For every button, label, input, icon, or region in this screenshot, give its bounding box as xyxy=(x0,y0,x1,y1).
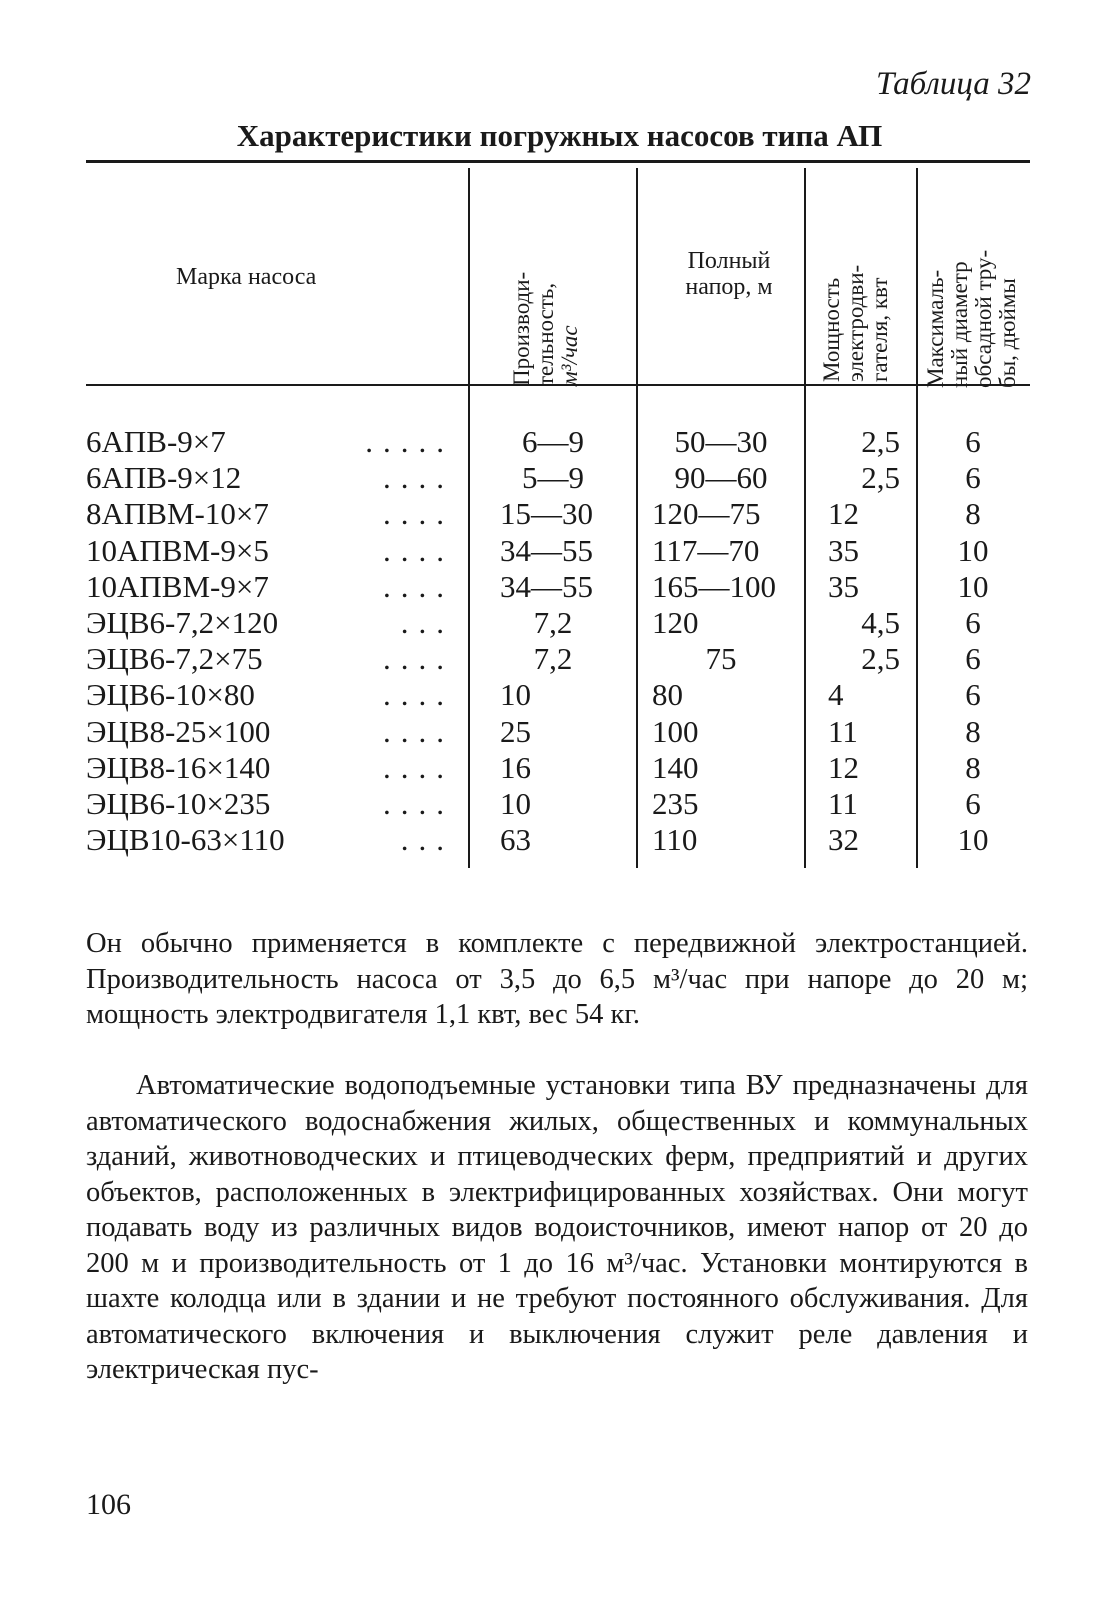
table-cell-diameter: 6 xyxy=(965,605,981,640)
table-cell-head: 140 xyxy=(652,749,699,785)
table-cell-power: 12 xyxy=(828,496,859,532)
table-cell-power: 4 xyxy=(828,677,844,713)
column-header-power: Мощность электродви- гателя, квт xyxy=(819,264,892,382)
leader-dots: ... xyxy=(400,822,454,858)
table-cell-diameter: 6 xyxy=(965,424,981,459)
table-cell-power: 2,5 xyxy=(861,460,900,496)
table-cell-diameter: 6 xyxy=(965,641,981,677)
table-cell-mark: 10АПВМ-9×5 xyxy=(86,532,269,568)
page-number: 106 xyxy=(86,1488,131,1521)
table-cell-head: 90—60 xyxy=(674,460,768,496)
table-cell-head: 120 xyxy=(652,605,699,640)
table-cell-diameter: 8 xyxy=(965,496,981,532)
table-cell-power: 11 xyxy=(828,713,858,749)
table-cell-mark: 6АПВ-9×12 xyxy=(86,460,242,496)
leader-dots: ... xyxy=(400,605,454,640)
column-header-head: Полный напор, м xyxy=(685,248,773,300)
leader-dots: .... xyxy=(383,496,454,532)
table-cell-productivity: 5—9 xyxy=(522,460,584,496)
leader-dots: .... xyxy=(383,677,454,713)
table-cell-diameter: 8 xyxy=(965,713,981,749)
table-cell-mark: 6АПВ-9×7 xyxy=(86,424,226,459)
table-cell-mark: ЭЦВ6-7,2×120 xyxy=(86,605,279,640)
table-cell-power: 32 xyxy=(828,822,859,858)
leader-dots: .... xyxy=(383,713,454,749)
table-cell-diameter: 10 xyxy=(957,822,989,858)
leader-dots: .... xyxy=(383,460,454,496)
table-cell-productivity: 34—55 xyxy=(500,568,593,604)
table-cell-diameter: 8 xyxy=(965,749,981,785)
table-title: Характеристики погружных насосов типа АП xyxy=(236,118,883,153)
table-cell-head: 165—100 xyxy=(652,568,776,604)
table-cell-head: 120—75 xyxy=(652,496,761,532)
table-cell-productivity: 6—9 xyxy=(522,424,584,459)
table-cell-productivity: 34—55 xyxy=(500,532,593,568)
table-cell-productivity: 7,2 xyxy=(533,641,573,677)
table-cell-mark: ЭЦВ8-16×140 xyxy=(86,749,271,785)
table-label: Таблица 32 xyxy=(876,66,1031,102)
table-cell-mark: ЭЦВ6-10×235 xyxy=(86,786,271,821)
leader-dots: .... xyxy=(383,568,454,604)
table-cell-productivity: 25 xyxy=(500,713,531,749)
table-cell-head: 80 xyxy=(652,677,683,713)
table-cell-power: 11 xyxy=(828,786,858,821)
paragraph-1: Он обычно применяется в комплекте с передвижной электростанцией. Производительность насоса от 3,5 до 6,5 м³/час при напоре до 20 м; мощность электродвигателя 1,1 квт, вес 54 кг. xyxy=(86,928,1028,1030)
table-cell-mark: ЭЦВ10-63×110 xyxy=(86,822,285,858)
table-cell-head: 75 xyxy=(705,641,737,677)
column-header-diameter: Максималь- ный диаметр обсадной тру- бы, дюймы xyxy=(923,249,1020,388)
table-cell-diameter: 6 xyxy=(965,786,981,821)
table-cell-head: 235 xyxy=(652,786,699,821)
table-cell-diameter: 10 xyxy=(957,532,989,568)
table-cell-power: 2,5 xyxy=(861,641,900,677)
table-cell-productivity: 15—30 xyxy=(500,496,593,532)
leader-dots: ..... xyxy=(365,424,454,459)
leader-dots: .... xyxy=(383,786,454,821)
table-cell-power: 2,5 xyxy=(861,424,900,459)
table-cell-mark: ЭЦВ8-25×100 xyxy=(86,713,271,749)
column-header-mark: Марка насоса xyxy=(176,264,317,290)
table-cell-productivity: 10 xyxy=(500,677,531,713)
table-cell-productivity: 7,2 xyxy=(533,605,573,640)
table-cell-mark: 10АПВМ-9×7 xyxy=(86,568,269,604)
table-top-rule xyxy=(86,160,1030,163)
table-cell-productivity: 16 xyxy=(500,749,531,785)
table-cell-head: 50—30 xyxy=(674,424,768,459)
table-cell-head: 100 xyxy=(652,713,699,749)
table-cell-productivity: 10 xyxy=(500,786,531,821)
table-cell-power: 4,5 xyxy=(861,605,900,640)
table-cell-power: 12 xyxy=(828,749,859,785)
table-cell-mark: ЭЦВ6-10×80 xyxy=(86,677,255,713)
paragraph-2-text: Автоматические водоподъемные установки типа ВУ предназначены для автоматического водоснабжения жилых, общественных и коммунальных зданий, животноводческих и птицеводческих ферм, предприятий и других объектов, расположенных в электрифицированных хозяйствах. Они могут подавать воду из различных видов водоисточников, имеют напор от 20 до 200 м и производительность от 1 до 16 м³/час. Установки монтируются в шахте колодца или в здании и не требуют постоянного обслуживания. Для автоматического включения и выключения служит реле давления и электрическая пус- xyxy=(86,1070,1028,1385)
table-cell-head: 110 xyxy=(652,822,698,858)
table-cell-power: 35 xyxy=(828,532,859,568)
table-cell-head: 117—70 xyxy=(652,532,760,568)
table-cell-power: 35 xyxy=(828,568,859,604)
table-cell-productivity: 63 xyxy=(500,822,531,858)
paragraph-2 xyxy=(86,1068,1028,1388)
leader-dots: .... xyxy=(383,749,454,785)
table-cell-diameter: 6 xyxy=(965,460,981,496)
leader-dots: .... xyxy=(383,641,454,677)
table-cell-diameter: 10 xyxy=(957,568,989,604)
leader-dots: .... xyxy=(383,532,454,568)
table-cell-mark: ЭЦВ6-7,2×75 xyxy=(86,641,263,677)
table-cell-mark: 8АПВМ-10×7 xyxy=(86,496,269,532)
column-header-productivity: Производи- тельность, м³/час xyxy=(509,271,582,386)
table-cell-diameter: 6 xyxy=(965,677,981,713)
